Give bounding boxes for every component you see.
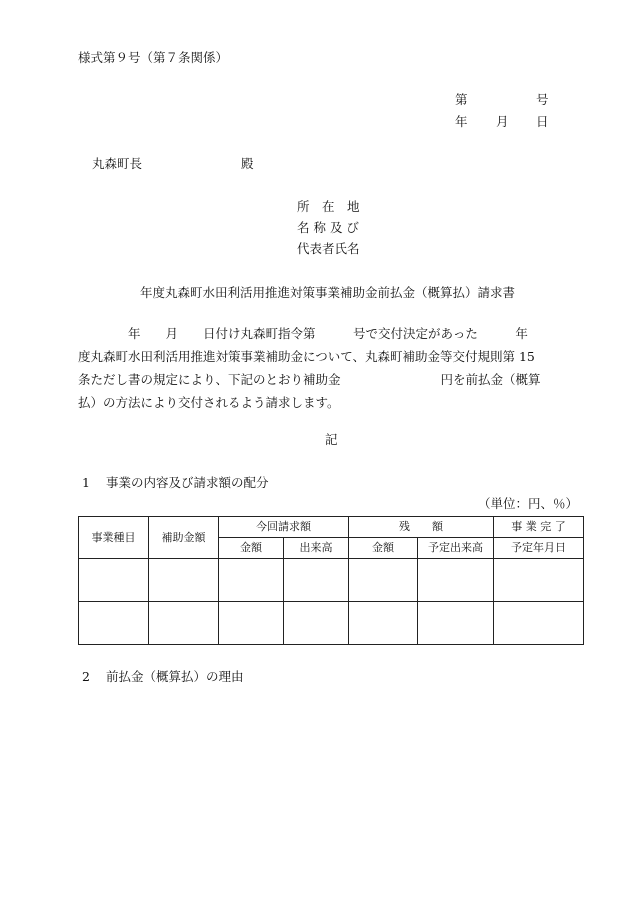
section1-title: 事業の内容及び請求額の配分 (106, 475, 269, 490)
section1-number: 1 (82, 475, 90, 490)
table-cell (418, 602, 494, 645)
col-completion-top: 事 業 完 了 (494, 517, 584, 538)
table-cell (79, 559, 149, 602)
body-line-4: 払）の方法により交付されるよう請求します。 (78, 395, 340, 410)
applicant-name-label: 名 称 及 び (297, 220, 359, 235)
applicant-representative-label: 代表者氏名 (297, 241, 360, 256)
col-current-request: 今回請求額 (219, 517, 349, 538)
document-title: 年度丸森町水田利活用推進対策事業補助金前払金（概算払）請求書 (140, 285, 516, 300)
request-body (78, 322, 588, 414)
sub-amount-current: 金額 (219, 538, 284, 559)
doc-number-suffix: 号 (536, 92, 549, 107)
table-row (79, 559, 584, 602)
table-cell (284, 602, 349, 645)
table-cell (219, 602, 284, 645)
table-cell (79, 602, 149, 645)
body-line-1: 年 月 日付け丸森町指令第 号で交付決定があった 年 (78, 326, 528, 341)
col-subsidy-amount: 補助金額 (149, 517, 219, 559)
doc-number-prefix: 第 (455, 92, 468, 107)
allocation-table (78, 516, 584, 645)
table-cell (149, 559, 219, 602)
table-cell (284, 559, 349, 602)
sub-amount-remaining: 金額 (349, 538, 418, 559)
ki-heading: 記 (325, 432, 338, 447)
table-cell (219, 559, 284, 602)
table-header-row (79, 517, 584, 538)
section2-number: 2 (82, 669, 90, 684)
table-cell (349, 602, 418, 645)
table-row (79, 602, 584, 645)
applicant-address-label: 所 在 地 (297, 199, 360, 214)
col-completion-bottom: 予定年月日 (494, 538, 584, 559)
col-project-type: 事業種目 (79, 517, 149, 559)
body-line-2: 度丸森町水田利活用推進対策事業補助金について、丸森町補助金等交付規則第 15 (78, 349, 535, 364)
date-year-label: 年 (455, 114, 468, 129)
sub-planned-progress: 予定出来高 (418, 538, 494, 559)
col-remaining: 残 額 (349, 517, 494, 538)
table-cell (149, 602, 219, 645)
date-month-label: 月 (496, 114, 509, 129)
form-label: 様式第９号（第７条関係） (78, 50, 229, 65)
table-cell (494, 559, 584, 602)
unit-note: （単位：円、％） (478, 496, 579, 511)
body-line-3: 条ただし書の規定により、下記のとおり補助金 円を前払金（概算 (78, 372, 541, 387)
date-day-label: 日 (536, 114, 549, 129)
sub-progress: 出来高 (284, 538, 349, 559)
table-cell (494, 602, 584, 645)
addressee-honorific: 殿 (241, 156, 254, 171)
table-cell (418, 559, 494, 602)
addressee-name: 丸森町長 (92, 156, 143, 171)
table-cell (349, 559, 418, 602)
section2-title: 前払金（概算払）の理由 (106, 669, 244, 684)
